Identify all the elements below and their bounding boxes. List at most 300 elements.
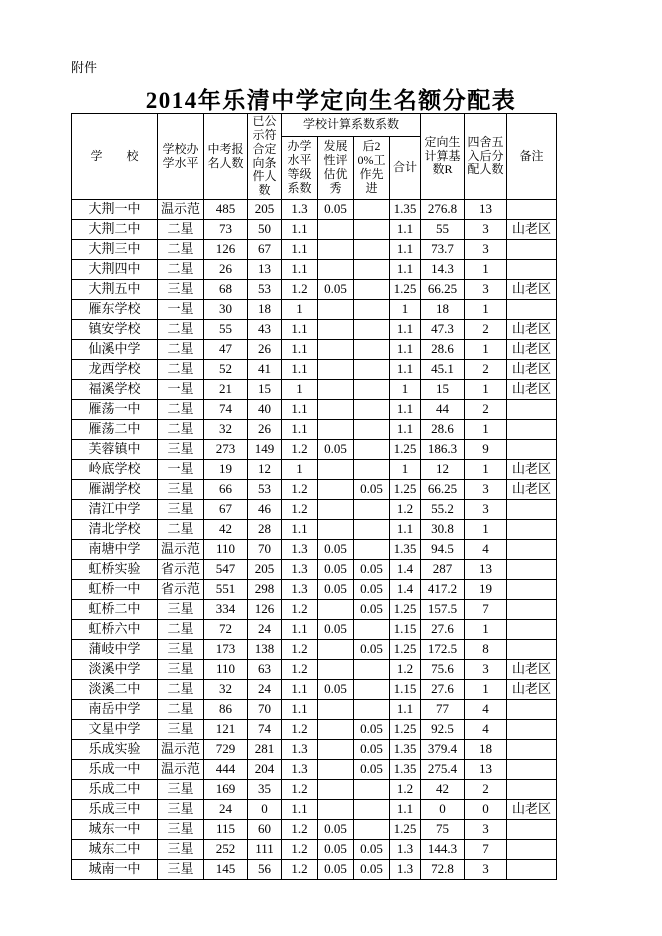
table-row: [72, 380, 557, 400]
cell-qualified: 53: [248, 480, 282, 500]
cell-coeff-dev: 0.05: [318, 840, 354, 860]
cell-base: 186.3: [421, 440, 465, 460]
cell-coeff-level: 1.2: [282, 480, 318, 500]
cell-school: 虹桥二中: [72, 600, 158, 620]
cell-base: 12: [421, 460, 465, 480]
cell-allocated: 3: [465, 820, 507, 840]
cell-coeff-level: 1.1: [282, 700, 318, 720]
cell-level: 二星: [158, 240, 204, 260]
cell-level: 二星: [158, 680, 204, 700]
cell-remark: [507, 500, 557, 520]
cell-coeff-dev: 0.05: [318, 560, 354, 580]
cell-remark: [507, 200, 557, 220]
cell-coeff-level: 1.1: [282, 340, 318, 360]
table-row: [72, 200, 557, 220]
cell-allocated: 8: [465, 640, 507, 660]
cell-remark: [507, 260, 557, 280]
cell-base: 72.8: [421, 860, 465, 880]
cell-coeff-total: 1.1: [390, 800, 421, 820]
cell-coeff-bottom20: [354, 700, 390, 720]
cell-coeff-total: 1.25: [390, 480, 421, 500]
cell-coeff-total: 1.2: [390, 780, 421, 800]
cell-level: 二星: [158, 520, 204, 540]
cell-remark: [507, 240, 557, 260]
cell-qualified: 46: [248, 500, 282, 520]
cell-allocated: 1: [465, 460, 507, 480]
cell-coeff-bottom20: [354, 280, 390, 300]
cell-base: 157.5: [421, 600, 465, 620]
cell-allocated: 13: [465, 560, 507, 580]
cell-coeff-dev: [318, 500, 354, 520]
cell-coeff-dev: 0.05: [318, 200, 354, 220]
cell-qualified: 70: [248, 540, 282, 560]
header-base: 定向生计算基数R: [421, 114, 465, 200]
cell-applicants: 273: [204, 440, 248, 460]
cell-coeff-total: 1.25: [390, 280, 421, 300]
cell-school: 虹桥六中: [72, 620, 158, 640]
cell-school: 镇安学校: [72, 320, 158, 340]
cell-level: 三星: [158, 820, 204, 840]
cell-coeff-dev: [318, 300, 354, 320]
cell-coeff-level: 1.2: [282, 640, 318, 660]
cell-qualified: 67: [248, 240, 282, 260]
cell-school: 大荆三中: [72, 240, 158, 260]
cell-coeff-bottom20: [354, 300, 390, 320]
cell-base: 55: [421, 220, 465, 240]
cell-base: 75: [421, 820, 465, 840]
cell-allocated: 4: [465, 700, 507, 720]
cell-school: 大荆二中: [72, 220, 158, 240]
cell-remark: [507, 520, 557, 540]
cell-base: 275.4: [421, 760, 465, 780]
cell-coeff-dev: [318, 360, 354, 380]
cell-applicants: 252: [204, 840, 248, 860]
cell-remark: [507, 740, 557, 760]
cell-base: 94.5: [421, 540, 465, 560]
cell-applicants: 485: [204, 200, 248, 220]
cell-allocated: 1: [465, 680, 507, 700]
cell-coeff-dev: [318, 700, 354, 720]
header-qualified: 已公示符合定向条件人数: [248, 114, 282, 200]
table-row: [72, 680, 557, 700]
cell-qualified: 204: [248, 760, 282, 780]
cell-coeff-dev: [318, 800, 354, 820]
cell-coeff-total: 1.1: [390, 400, 421, 420]
cell-applicants: 32: [204, 680, 248, 700]
cell-coeff-level: 1.3: [282, 740, 318, 760]
cell-remark: [507, 540, 557, 560]
cell-coeff-bottom20: 0.05: [354, 580, 390, 600]
cell-applicants: 145: [204, 860, 248, 880]
cell-level: 三星: [158, 860, 204, 880]
cell-applicants: 30: [204, 300, 248, 320]
cell-coeff-level: 1.2: [282, 720, 318, 740]
cell-applicants: 42: [204, 520, 248, 540]
cell-school: 大荆四中: [72, 260, 158, 280]
cell-base: 417.2: [421, 580, 465, 600]
cell-remark: 山老区: [507, 360, 557, 380]
cell-allocated: 2: [465, 780, 507, 800]
cell-coeff-dev: [318, 740, 354, 760]
cell-allocated: 7: [465, 840, 507, 860]
cell-coeff-dev: [318, 340, 354, 360]
cell-remark: 山老区: [507, 220, 557, 240]
cell-qualified: 74: [248, 720, 282, 740]
cell-school: 清江中学: [72, 500, 158, 520]
cell-coeff-total: 1.1: [390, 360, 421, 380]
cell-coeff-dev: [318, 380, 354, 400]
cell-coeff-level: 1: [282, 380, 318, 400]
cell-applicants: 24: [204, 800, 248, 820]
cell-coeff-level: 1.3: [282, 560, 318, 580]
cell-applicants: 173: [204, 640, 248, 660]
cell-qualified: 15: [248, 380, 282, 400]
cell-coeff-level: 1.2: [282, 600, 318, 620]
cell-coeff-total: 1.4: [390, 580, 421, 600]
cell-level: 三星: [158, 640, 204, 660]
cell-qualified: 60: [248, 820, 282, 840]
cell-coeff-total: 1.1: [390, 520, 421, 540]
cell-allocated: 2: [465, 320, 507, 340]
cell-level: 一星: [158, 380, 204, 400]
cell-applicants: 21: [204, 380, 248, 400]
cell-qualified: 24: [248, 680, 282, 700]
cell-coeff-dev: [318, 400, 354, 420]
allocation-table: [71, 113, 557, 880]
cell-coeff-level: 1.1: [282, 400, 318, 420]
cell-level: 二星: [158, 320, 204, 340]
cell-coeff-bottom20: [354, 420, 390, 440]
cell-school: 雁荡二中: [72, 420, 158, 440]
cell-level: 二星: [158, 420, 204, 440]
cell-coeff-bottom20: 0.05: [354, 860, 390, 880]
cell-level: 二星: [158, 400, 204, 420]
table-row: [72, 620, 557, 640]
table-row: [72, 520, 557, 540]
cell-level: 三星: [158, 480, 204, 500]
cell-coeff-dev: [318, 780, 354, 800]
cell-applicants: 110: [204, 660, 248, 680]
cell-qualified: 205: [248, 200, 282, 220]
cell-remark: 山老区: [507, 680, 557, 700]
table-row: [72, 440, 557, 460]
table-row: [72, 860, 557, 880]
cell-coeff-dev: [318, 240, 354, 260]
cell-coeff-bottom20: [354, 520, 390, 540]
table-row: [72, 560, 557, 580]
cell-coeff-total: 1.3: [390, 840, 421, 860]
cell-coeff-total: 1.35: [390, 740, 421, 760]
cell-level: 三星: [158, 720, 204, 740]
cell-qualified: 50: [248, 220, 282, 240]
cell-level: 三星: [158, 660, 204, 680]
cell-allocated: 1: [465, 380, 507, 400]
cell-school: 淡溪中学: [72, 660, 158, 680]
cell-school: 蒲岐中学: [72, 640, 158, 660]
cell-coeff-level: 1.1: [282, 260, 318, 280]
cell-school: 福溪学校: [72, 380, 158, 400]
cell-remark: [507, 720, 557, 740]
cell-coeff-total: 1.25: [390, 440, 421, 460]
cell-coeff-level: 1.2: [282, 660, 318, 680]
cell-coeff-bottom20: [354, 360, 390, 380]
cell-coeff-level: 1: [282, 300, 318, 320]
cell-school: 城东二中: [72, 840, 158, 860]
table-row: [72, 820, 557, 840]
cell-coeff-bottom20: [354, 380, 390, 400]
cell-qualified: 26: [248, 340, 282, 360]
cell-applicants: 110: [204, 540, 248, 560]
cell-base: 66.25: [421, 280, 465, 300]
cell-level: 二星: [158, 360, 204, 380]
cell-applicants: 169: [204, 780, 248, 800]
cell-applicants: 86: [204, 700, 248, 720]
cell-base: 144.3: [421, 840, 465, 860]
cell-allocated: 9: [465, 440, 507, 460]
cell-level: 三星: [158, 500, 204, 520]
cell-school: 乐成一中: [72, 760, 158, 780]
cell-coeff-level: 1.1: [282, 420, 318, 440]
header-coeff-group: 学校计算系数系数: [282, 114, 421, 137]
table-row: [72, 400, 557, 420]
cell-coeff-bottom20: [354, 220, 390, 240]
cell-coeff-level: 1.2: [282, 840, 318, 860]
cell-remark: [507, 600, 557, 620]
cell-qualified: 40: [248, 400, 282, 420]
cell-allocated: 3: [465, 220, 507, 240]
cell-allocated: 4: [465, 720, 507, 740]
cell-applicants: 729: [204, 740, 248, 760]
cell-coeff-dev: 0.05: [318, 440, 354, 460]
cell-coeff-bottom20: [354, 660, 390, 680]
cell-level: 三星: [158, 840, 204, 860]
table-row: [72, 640, 557, 660]
cell-base: 55.2: [421, 500, 465, 520]
cell-coeff-total: 1.35: [390, 760, 421, 780]
cell-coeff-level: 1.2: [282, 440, 318, 460]
cell-coeff-bottom20: 0.05: [354, 720, 390, 740]
cell-applicants: 115: [204, 820, 248, 840]
cell-coeff-level: 1.3: [282, 580, 318, 600]
cell-base: 44: [421, 400, 465, 420]
cell-qualified: 41: [248, 360, 282, 380]
cell-coeff-total: 1.1: [390, 340, 421, 360]
cell-remark: [507, 560, 557, 580]
cell-coeff-bottom20: [354, 500, 390, 520]
cell-base: 27.6: [421, 680, 465, 700]
cell-applicants: 47: [204, 340, 248, 360]
cell-qualified: 298: [248, 580, 282, 600]
cell-level: 三星: [158, 440, 204, 460]
cell-allocated: 3: [465, 500, 507, 520]
cell-level: 温示范: [158, 200, 204, 220]
cell-coeff-level: 1.3: [282, 760, 318, 780]
cell-level: 一星: [158, 300, 204, 320]
cell-level: 温示范: [158, 540, 204, 560]
cell-level: 三星: [158, 780, 204, 800]
cell-qualified: 70: [248, 700, 282, 720]
table-row: [72, 360, 557, 380]
cell-coeff-level: 1.1: [282, 220, 318, 240]
cell-allocated: 13: [465, 200, 507, 220]
cell-allocated: 3: [465, 660, 507, 680]
cell-qualified: 281: [248, 740, 282, 760]
table-row: [72, 780, 557, 800]
cell-coeff-level: 1.1: [282, 620, 318, 640]
cell-allocated: 1: [465, 260, 507, 280]
table-row: [72, 340, 557, 360]
cell-base: 172.5: [421, 640, 465, 660]
cell-allocated: 13: [465, 760, 507, 780]
cell-remark: [507, 400, 557, 420]
cell-remark: 山老区: [507, 340, 557, 360]
header-coeff-dev: 发展性评估优秀: [318, 137, 354, 200]
table-row: [72, 280, 557, 300]
cell-qualified: 26: [248, 420, 282, 440]
cell-applicants: 52: [204, 360, 248, 380]
table-row: [72, 480, 557, 500]
cell-base: 276.8: [421, 200, 465, 220]
cell-applicants: 121: [204, 720, 248, 740]
cell-level: 三星: [158, 600, 204, 620]
cell-coeff-level: 1.3: [282, 540, 318, 560]
cell-allocated: 2: [465, 360, 507, 380]
cell-coeff-level: 1.1: [282, 320, 318, 340]
cell-level: 温示范: [158, 740, 204, 760]
cell-applicants: 74: [204, 400, 248, 420]
cell-coeff-total: 1.35: [390, 200, 421, 220]
cell-remark: 山老区: [507, 800, 557, 820]
cell-coeff-level: 1.1: [282, 360, 318, 380]
cell-coeff-dev: [318, 260, 354, 280]
cell-coeff-dev: [318, 760, 354, 780]
cell-coeff-level: 1.1: [282, 520, 318, 540]
table-row: [72, 220, 557, 240]
cell-applicants: 55: [204, 320, 248, 340]
cell-base: 27.6: [421, 620, 465, 640]
cell-base: 18: [421, 300, 465, 320]
cell-coeff-level: 1.2: [282, 280, 318, 300]
cell-allocated: 1: [465, 340, 507, 360]
cell-applicants: 68: [204, 280, 248, 300]
cell-school: 虹桥实验: [72, 560, 158, 580]
cell-school: 文星中学: [72, 720, 158, 740]
cell-school: 雁东学校: [72, 300, 158, 320]
cell-coeff-level: 1.2: [282, 860, 318, 880]
cell-qualified: 24: [248, 620, 282, 640]
cell-coeff-level: 1.1: [282, 680, 318, 700]
cell-school: 龙西学校: [72, 360, 158, 380]
cell-school: 乐成实验: [72, 740, 158, 760]
cell-coeff-bottom20: 0.05: [354, 600, 390, 620]
cell-applicants: 72: [204, 620, 248, 640]
cell-base: 73.7: [421, 240, 465, 260]
header-allocated: 四舍五入后分配人数: [465, 114, 507, 200]
cell-remark: [507, 580, 557, 600]
cell-coeff-dev: 0.05: [318, 680, 354, 700]
cell-level: 温示范: [158, 760, 204, 780]
cell-coeff-bottom20: [354, 400, 390, 420]
cell-coeff-bottom20: [354, 540, 390, 560]
cell-coeff-total: 1.1: [390, 240, 421, 260]
cell-coeff-level: 1.2: [282, 820, 318, 840]
cell-coeff-bottom20: [354, 780, 390, 800]
cell-remark: 山老区: [507, 320, 557, 340]
cell-school: 城南一中: [72, 860, 158, 880]
cell-coeff-level: 1.1: [282, 800, 318, 820]
cell-qualified: 43: [248, 320, 282, 340]
cell-coeff-dev: 0.05: [318, 860, 354, 880]
cell-coeff-dev: [318, 640, 354, 660]
cell-applicants: 551: [204, 580, 248, 600]
cell-school: 城东一中: [72, 820, 158, 840]
cell-school: 南塘中学: [72, 540, 158, 560]
cell-allocated: 18: [465, 740, 507, 760]
cell-coeff-dev: [318, 480, 354, 500]
cell-school: 雁荡一中: [72, 400, 158, 420]
cell-coeff-total: 1.2: [390, 500, 421, 520]
cell-coeff-total: 1.25: [390, 640, 421, 660]
cell-remark: [507, 840, 557, 860]
cell-coeff-total: 1.15: [390, 620, 421, 640]
cell-coeff-level: 1.3: [282, 200, 318, 220]
cell-coeff-dev: 0.05: [318, 540, 354, 560]
attachment-label: 附件: [71, 60, 98, 75]
cell-coeff-dev: 0.05: [318, 620, 354, 640]
cell-coeff-bottom20: [354, 680, 390, 700]
cell-school: 雁湖学校: [72, 480, 158, 500]
cell-base: 30.8: [421, 520, 465, 540]
cell-base: 287: [421, 560, 465, 580]
table-body: [72, 200, 557, 880]
cell-allocated: 3: [465, 480, 507, 500]
cell-coeff-dev: [318, 720, 354, 740]
cell-applicants: 26: [204, 260, 248, 280]
cell-level: 二星: [158, 220, 204, 240]
cell-coeff-total: 1: [390, 460, 421, 480]
cell-remark: [507, 820, 557, 840]
cell-coeff-total: 1.2: [390, 660, 421, 680]
cell-coeff-total: 1.1: [390, 220, 421, 240]
cell-coeff-bottom20: [354, 460, 390, 480]
cell-school: 虹桥一中: [72, 580, 158, 600]
cell-qualified: 63: [248, 660, 282, 680]
cell-base: 77: [421, 700, 465, 720]
cell-level: 一星: [158, 460, 204, 480]
header-row-1: [72, 114, 557, 137]
cell-coeff-bottom20: [354, 820, 390, 840]
cell-level: 二星: [158, 260, 204, 280]
cell-coeff-total: 1.1: [390, 320, 421, 340]
cell-school: 淡溪二中: [72, 680, 158, 700]
header-school: 学 校: [72, 114, 158, 200]
table-row: [72, 800, 557, 820]
cell-allocated: 3: [465, 280, 507, 300]
cell-coeff-total: 1.1: [390, 700, 421, 720]
table-row: [72, 300, 557, 320]
cell-qualified: 149: [248, 440, 282, 460]
cell-school: 芙蓉镇中: [72, 440, 158, 460]
cell-level: 三星: [158, 280, 204, 300]
cell-remark: [507, 640, 557, 660]
cell-coeff-total: 1.25: [390, 820, 421, 840]
table-row: [72, 260, 557, 280]
table-row: [72, 760, 557, 780]
cell-coeff-bottom20: [354, 340, 390, 360]
cell-coeff-total: 1.4: [390, 560, 421, 580]
cell-school: 乐成三中: [72, 800, 158, 820]
cell-remark: [507, 760, 557, 780]
